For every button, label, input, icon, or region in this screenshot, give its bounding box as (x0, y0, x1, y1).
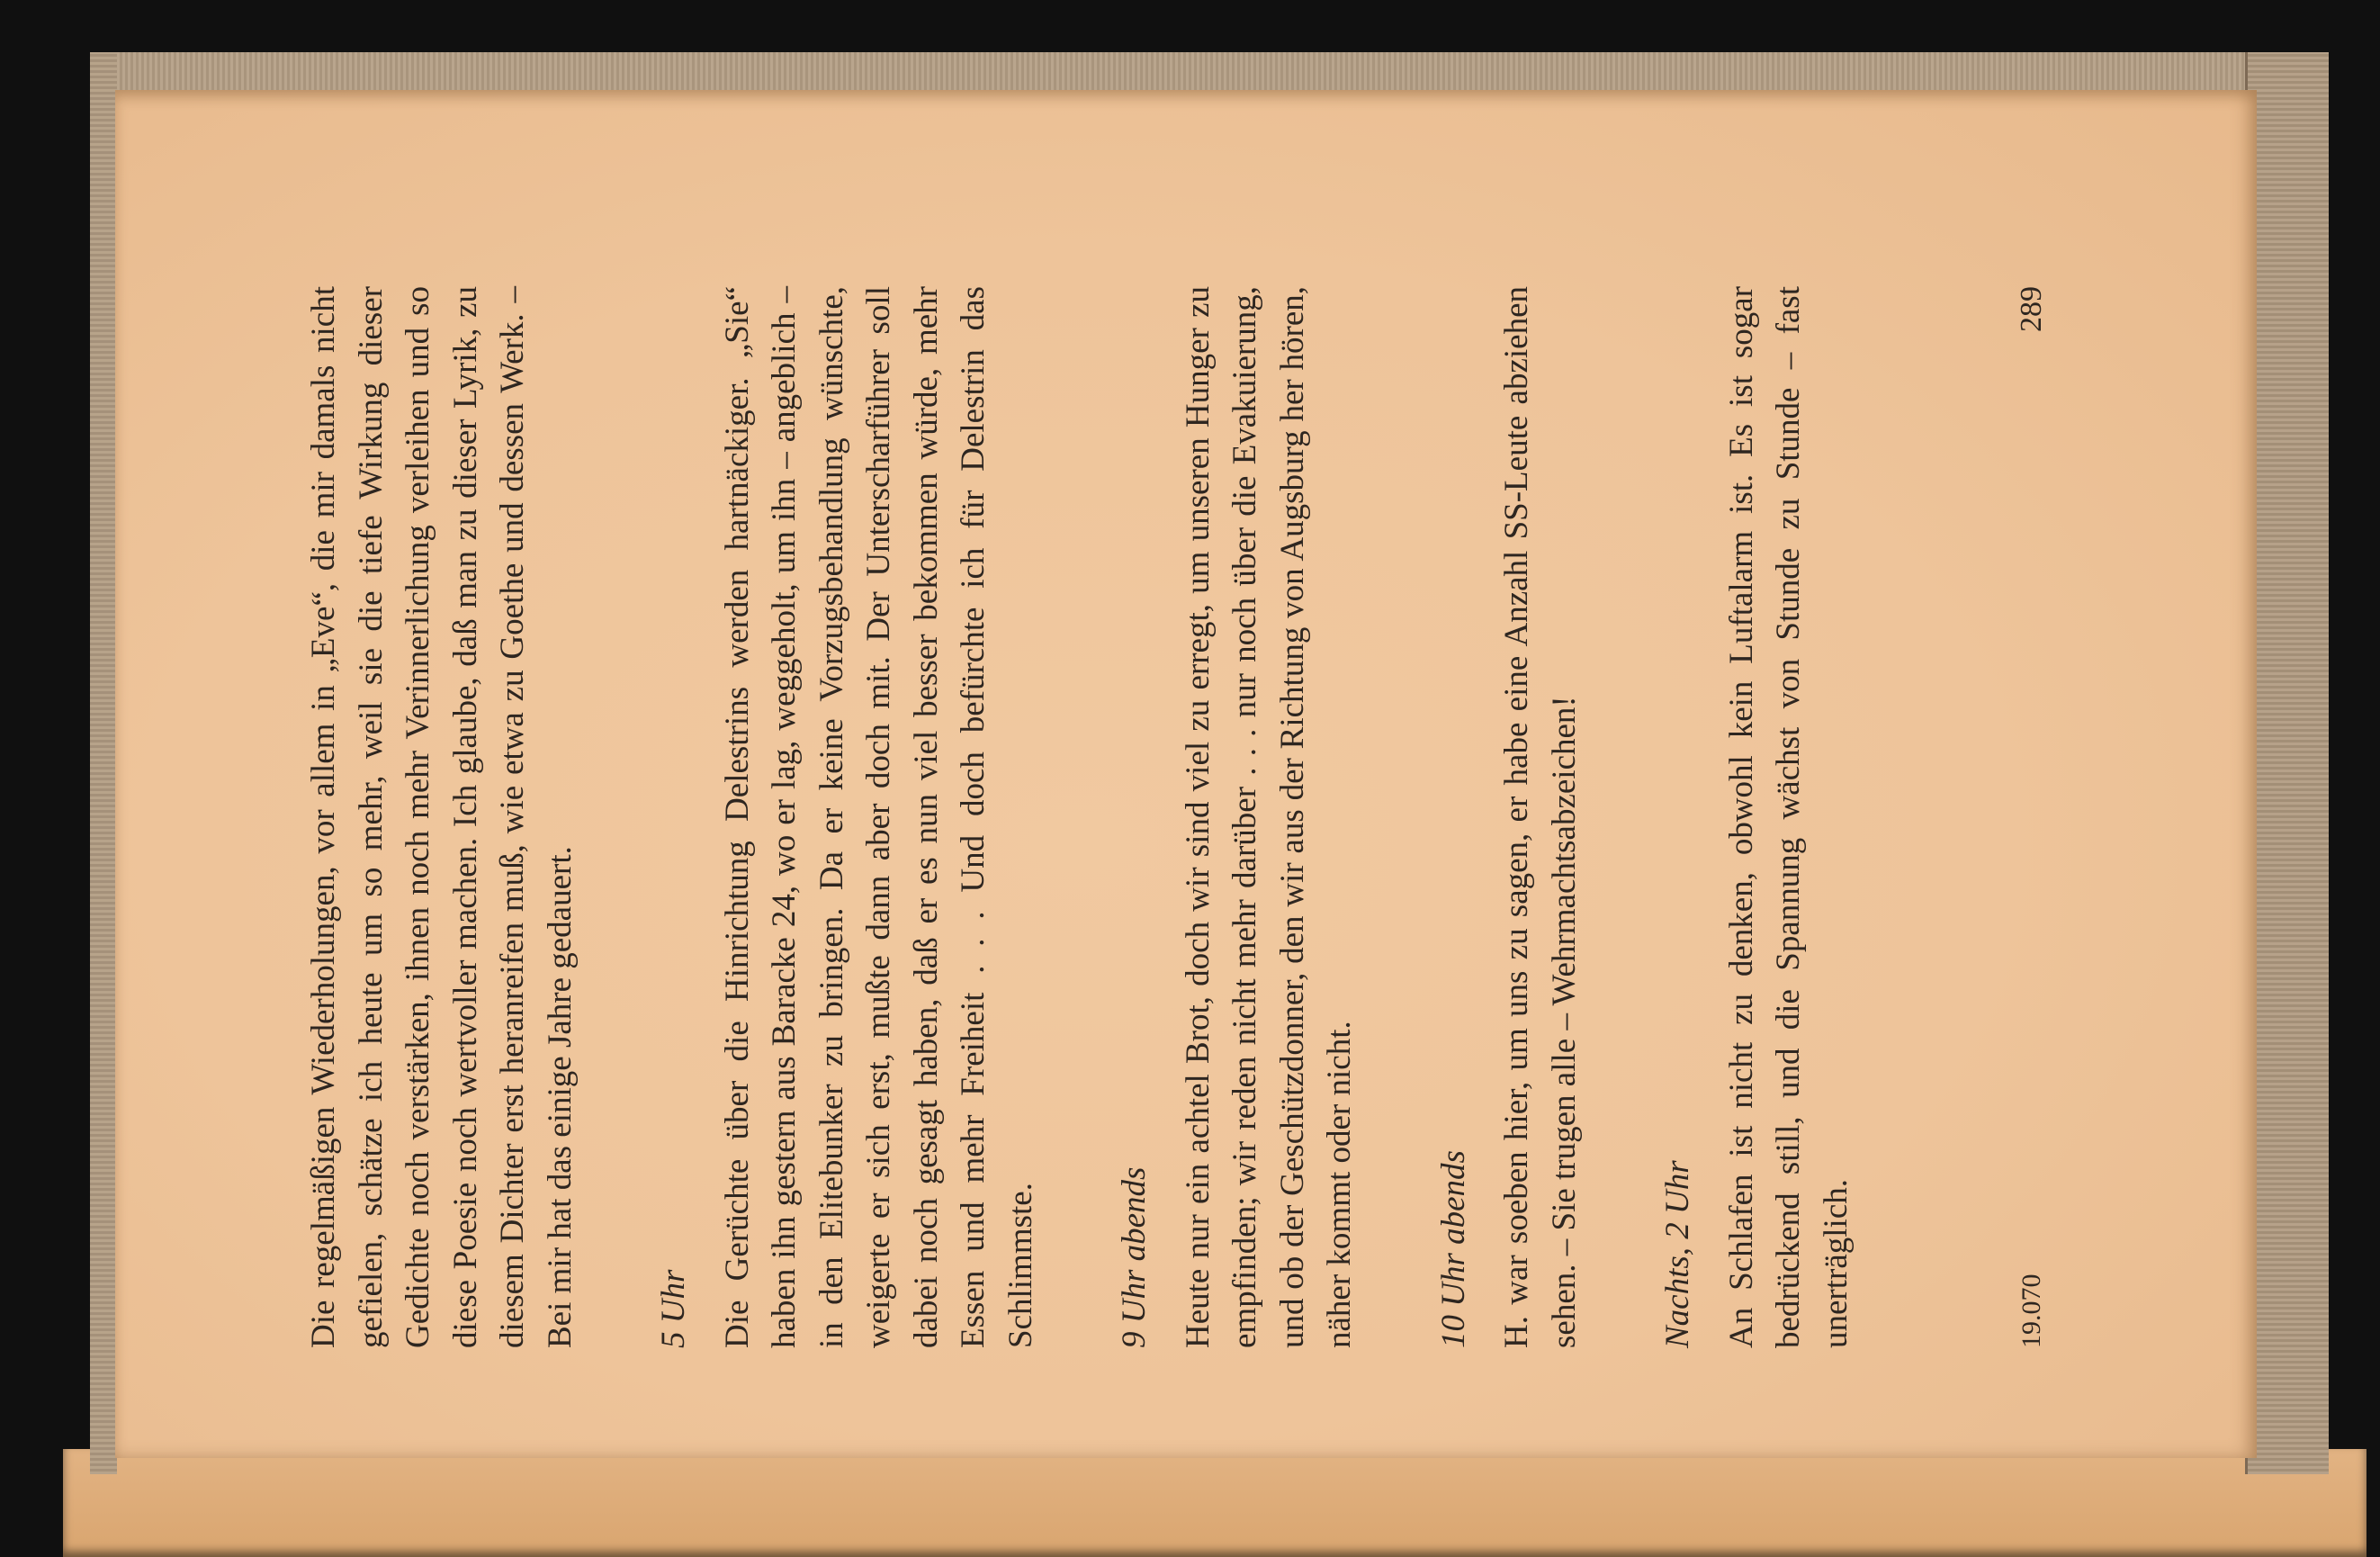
paragraph-2: Die Gerüchte über die Hinrichtung Delestrins werden hartnäckiger. „Sie“ haben ihn gestern aus Baracke 24, wo er lag, weggeholt, um ihn – angeblich – in den Elitebunker zu bringen. Da er keine Vorzugsbehandlung wünschte, weigerte er sich erst, mußte dann aber doch mit. Der Unterscharführer soll dabei noch gesagt haben, daß er es nun viel besser bekommen würde, mehr Essen und mehr Freiheit . . . Und doch befürchte ich für Delestrin das Schlimmste. (718, 286, 1039, 1348)
page-footer (2014, 286, 2055, 1348)
paragraph-1: Die regelmäßigen Wiederholungen, vor allem in „Eve“, die mir damals nicht gefielen, schätze ich heute um so mehr, weil sie die tiefe Wirkung dieser Gedichte noch verstärken, ihnen noch mehr Verinnerlichung verleihen und so diese Poesie noch wertvoller machen. Ich glaube, daß man zu dieser Lyrik, zu diesem Dichter erst heranreifen muß, wie etwa zu Goethe und dessen Werk. – Bei mir hat das einige Jahre gedauert. (305, 286, 579, 1348)
paragraph-3: Heute nur ein achtel Brot, doch wir sind viel zu erregt, um unseren Hunger zu empfinden; wir reden nicht mehr darüber . . . nur noch über die Evakuierung, und ob der Geschützdonner, den wir aus der Richtung von Augsburg her hören, näher kommt oder nicht. (1179, 286, 1358, 1348)
page-number: 289 (2014, 286, 2048, 332)
heading-9-uhr-abends: 9 Uhr abends (1116, 1166, 1153, 1348)
heading-10-uhr-abends: 10 Uhr abends (1434, 1150, 1472, 1348)
page-text-block (301, 286, 2055, 1348)
heading-5-uhr: 5 Uhr (655, 1269, 692, 1348)
next-page-edge (63, 1449, 2367, 1557)
book-binding-right (2245, 52, 2329, 1474)
printer-signature: 19.070 (2016, 1274, 2046, 1348)
paragraph-5: An Schlafen ist nicht zu denken, obwohl kein Luftalarm ist. Es ist sogar bedrückend still, und die Spannung wächst von Stunde zu Stunde – fast unerträglich. (1722, 286, 1855, 1348)
book-binding-left (90, 52, 117, 1474)
heading-nachts-2-uhr: Nachts, 2 Uhr (1659, 1160, 1696, 1348)
paragraph-4: H. war soeben hier, um uns zu sagen, er habe eine Anzahl SS-Leute abziehen sehen. – Sie trugen alle – Wehrmachtsabzeichen! (1498, 286, 1583, 1348)
